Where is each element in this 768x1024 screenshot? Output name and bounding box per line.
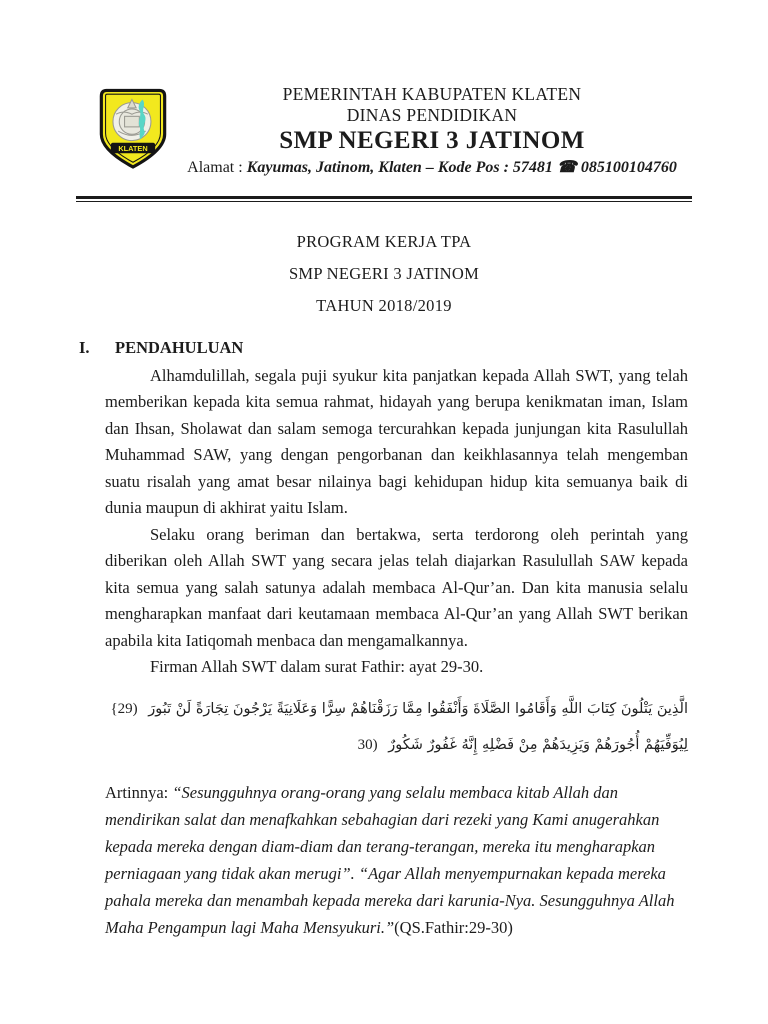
klaten-regency-seal-icon [95,86,171,172]
body-text [105,363,688,681]
quran-verse-line-2 [105,727,688,763]
document-title-block [0,226,768,322]
quran-verse-2-number: 30) [357,736,378,753]
quran-verse-line-1 [105,691,688,727]
quran-verse-1-number: {29) [110,700,138,717]
paragraph-3: Firman Allah SWT dalam surat Fathir: ayat 29-30. [150,657,484,676]
quran-verse-1-text: الَّذِينَ يَتْلُونَ كِتَابَ اللَّهِ وَأَقَامُوا الصَّلَاةَ وَأَنْفَقُوا مِمَّا رَزَقْنَاهُمْ سِرًّا وَعَلَانِيَةً يَرْجُونَ تِجَارَةً لَنْ تَبُورَ [148,700,688,717]
klaten-seal-svg [95,86,171,172]
doc-title-line2: SMP NEGERI 3 JATINOM [288,263,480,283]
section-heading [79,334,688,361]
translation-quote-2: “Agar Allah menyempurnakan kepada mereka pahala mereka dan menambah kepada mereka dari karunia-Nya. Sesungguhnya Allah Maha Pengampun lagi Maha Mensyukuri.” [105,863,675,937]
quran-verse-2-text: لِيُوَفِّيَهُمْ أُجُورَهُمْ وَيَزِيدَهُمْ مِنْ فَضْلِهِ إِنَّهُ غَفُورٌ شَكُورٌ [388,736,688,753]
translation-quote-1: “Sesungguhnya orang-orang yang selalu membaca kitab Allah dan mendirikan salat dan menafkahkan sebahagian dari rezeki yang Kami anugerahkan kepada mereka dengan diam-diam dan terang-terangan, mereka itu mengharapkan perniagaan yang tidak akan merugi”. [105,782,660,883]
translation-paragraph [105,779,688,941]
translation-block [105,779,688,941]
address-value: Kayumas, Jatinom, Klaten – Kode Pos : 57481 ☎ 085100104760 [246,159,677,176]
letterhead-department: DINAS PENDIDIKAN [346,105,518,125]
doc-title-line1: PROGRAM KERJA TPA [296,231,472,251]
translation-citation: (QS.Fathir:29-30) [394,917,513,937]
section-numeral: I. [79,337,90,357]
quran-verse-block [105,691,688,763]
letterhead-text [176,84,688,179]
address-label: Alamat : [187,159,247,176]
letterhead-address [176,156,688,179]
seal-banner-text: KLATEN [118,144,148,154]
doc-title-line3: TAHUN 2018/2019 [316,295,452,315]
paragraph-2: Selaku orang beriman dan bertakwa, serta terdorong oleh perintah yang diberikan oleh Allah SWT yang secara jelas telah diajarkan Rasulullah SAW kepada kita semua yang salah satunya adalah membaca Al-Qur’an. Dan kita manusia selalu mengharapkan manfaat dari keutamaan membaca Al-Qur’an yang Allah SWT berikan apabila kita Iatiqomah menbaca dan mengamalkannya. [105,524,688,650]
letterhead-divider [76,196,692,202]
translation-prefix: Artinnya: [105,782,173,802]
paragraph-1: Alhamdulillah, segala puji syukur kita panjatkan kepada Allah SWT, yang telah memberikan kepada kita semua rahmat, hidayah yang berupa kenikmatan iman, Islam dan Ihsan, Sholawat dan salam semoga tercurahkan kepada junjungan kita Rasulullah Muhammad SAW, yang dengan pengorbanan dan keikhlasannya telah mengemban suatu risalah yang amat besar nilainya bagi kehidupan hidup kita semuanya baik di dunia maupun di akhirat yaitu Islam. [105,365,688,517]
section-heading-label: PENDAHULUAN [115,337,244,357]
document-page [0,84,768,1024]
letterhead-government: PEMERINTAH KABUPATEN KLATEN [282,84,582,104]
letterhead [0,84,768,188]
letterhead-school-name: SMP NEGERI 3 JATINOM [279,127,585,154]
